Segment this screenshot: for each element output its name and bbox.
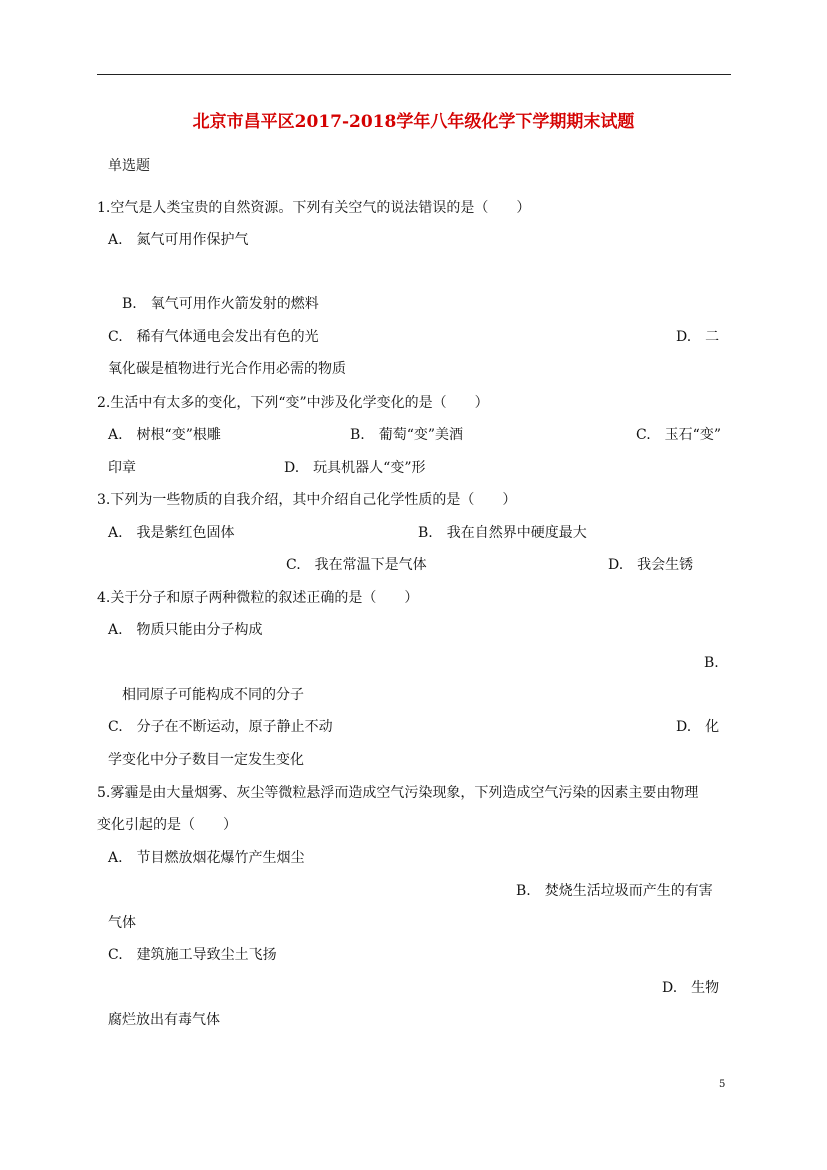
q1-option-a: A. 氮气可用作保护气 bbox=[108, 232, 249, 248]
q2-option-d: D. 玩具机器人“变”形 bbox=[284, 460, 426, 476]
q2-option-c-continued: 印章 bbox=[108, 460, 136, 476]
q5-option-d: D. 生物 bbox=[662, 980, 720, 996]
q5-stem-continued: 变化引起的是（ ） bbox=[97, 817, 237, 833]
q2-stem: 2.生活中有太多的变化，下列“变”中涉及化学变化的是（ ） bbox=[97, 395, 489, 411]
q4-option-b-continued: 相同原子可能构成不同的分子 bbox=[122, 687, 304, 703]
q5-option-d-continued: 腐烂放出有毒气体 bbox=[108, 1012, 220, 1028]
q5-option-b-continued: 气体 bbox=[108, 915, 136, 931]
q2-option-b: B. 葡萄“变”美酒 bbox=[350, 427, 464, 443]
q4-option-d: D. 化 bbox=[676, 719, 720, 735]
q3-option-c: C. 我在常温下是气体 bbox=[286, 557, 427, 573]
q5-option-a: A. 节目燃放烟花爆竹产生烟尘 bbox=[108, 850, 305, 866]
q1-stem: 1.空气是人类宝贵的自然资源。下列有关空气的说法错误的是（ ） bbox=[97, 200, 531, 216]
q4-option-c: C. 分子在不断运动，原子静止不动 bbox=[108, 719, 333, 735]
q2-option-a: A. 树根“变”根雕 bbox=[108, 427, 221, 443]
q5-option-b: B. 焚烧生活垃圾而产生的有害 bbox=[516, 883, 713, 899]
q4-option-a: A. 物质只能由分子构成 bbox=[108, 622, 263, 638]
q5-stem: 5.雾霾是由大量烟雾、灰尘等微粒悬浮而造成空气污染现象，下列造成空气污染的因素主要由物理 bbox=[97, 785, 699, 801]
q3-option-d: D. 我会生锈 bbox=[608, 557, 694, 573]
q4-option-b: B. bbox=[704, 655, 719, 671]
q1-option-b: B. 氧气可用作火箭发射的燃料 bbox=[122, 296, 319, 312]
q1-option-d: D. 二 bbox=[676, 329, 720, 345]
q1-option-d-continued: 氧化碳是植物进行光合作用必需的物质 bbox=[108, 361, 346, 377]
q4-option-d-continued: 学变化中分子数目一定发生变化 bbox=[108, 752, 304, 768]
q2-option-c: C. 玉石“变” bbox=[636, 427, 721, 443]
header-rule bbox=[97, 74, 731, 75]
q3-stem: 3.下列为一些物质的自我介绍，其中介绍自己化学性质的是（ ） bbox=[97, 492, 517, 508]
section-label: 单选题 bbox=[108, 158, 150, 174]
page-number: 5 bbox=[719, 1079, 726, 1090]
q3-option-b: B. 我在自然界中硬度最大 bbox=[418, 525, 587, 541]
q5-option-c: C. 建筑施工导致尘土飞扬 bbox=[108, 947, 277, 963]
q4-stem: 4.关于分子和原子两种微粒的叙述正确的是（ ） bbox=[97, 590, 419, 606]
page-title: 北京市昌平区2017-2018学年八年级化学下学期期末试题 bbox=[192, 112, 635, 132]
q1-option-c: C. 稀有气体通电会发出有色的光 bbox=[108, 329, 319, 345]
q3-option-a: A. 我是紫红色固体 bbox=[108, 525, 235, 541]
